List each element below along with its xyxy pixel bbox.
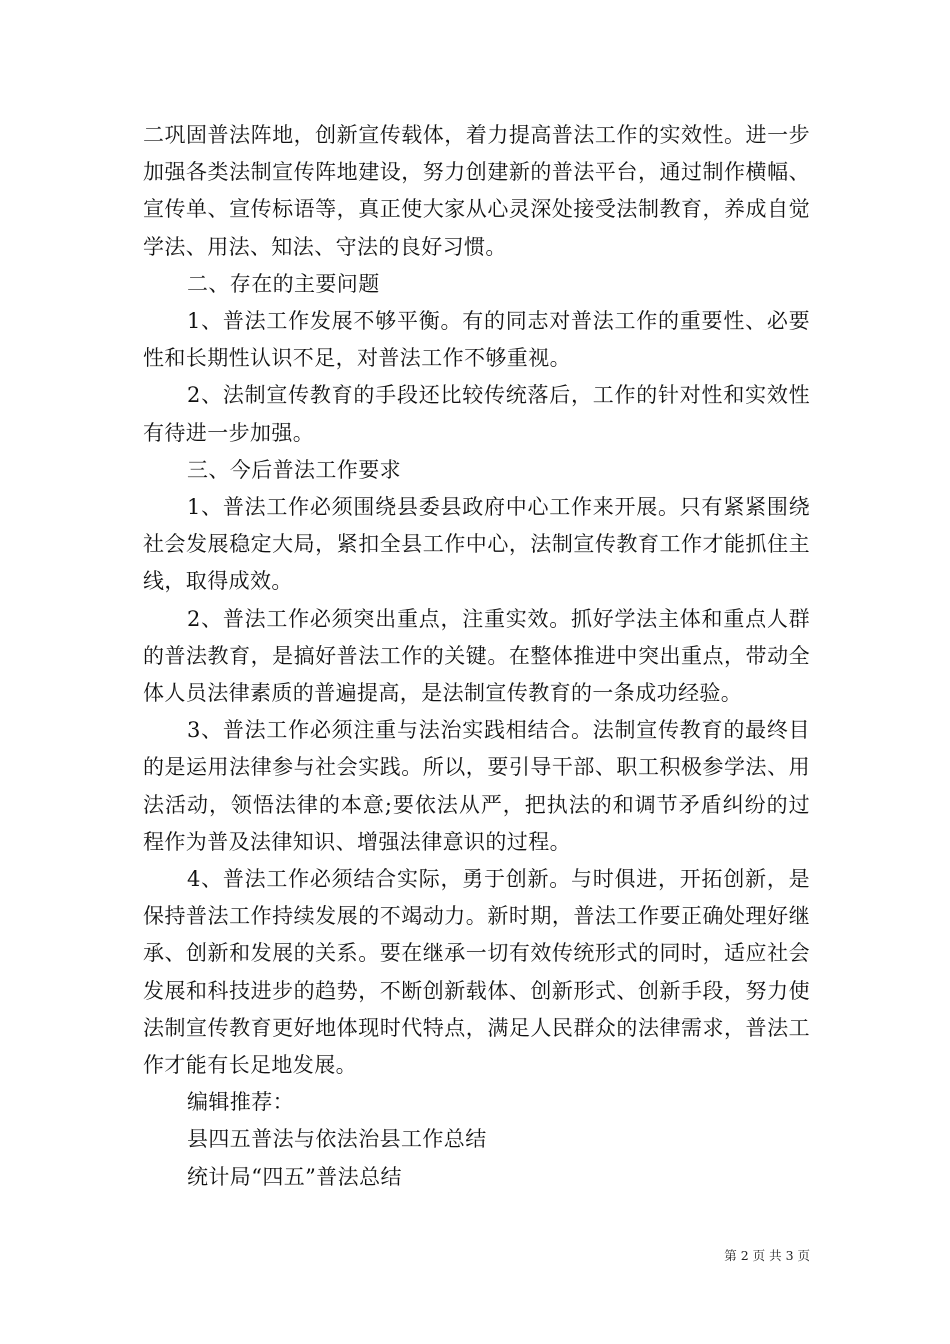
section-heading: 二、存在的主要问题 <box>187 271 380 296</box>
body-paragraph: 二巩固普法阵地，创新宣传载体，着力提高普法工作的实效性。进一步加强各类法制宣传阵地建设，努力创建新的普法平台，通过制作横幅、宣传单、宣传标语等，真正使大家从心灵深处接受法制教育，养成自觉学法、用法、知法、守法的良好习惯。 <box>143 123 810 259</box>
recommend-link[interactable]: 县四五普法与依法治县工作总结 <box>187 1127 487 1152</box>
document-body <box>143 117 810 1196</box>
body-paragraph: 3、普法工作必须注重与法治实践相结合。法制宣传教育的最终目的是运用法律参与社会实践。所以，要引导干部、职工积极参学法、用法活动，领悟法律的本意;要依法从严，把执法的和调节矛盾纠纷的过程作为普及法律知识、增强法律意识的过程。 <box>143 718 810 854</box>
body-paragraph: 2、普法工作必须突出重点，注重实效。抓好学法主体和重点人群的普法教育，是搞好普法工作的关键。在整体推进中突出重点，带动全体人员法律素质的普遍提高，是法制宣传教育的一条成功经验。 <box>143 606 810 706</box>
body-paragraph: 2、法制宣传教育的手段还比较传统落后，工作的针对性和实效性有待进一步加强。 <box>143 383 810 445</box>
page-number: 第 2 页 共 3 页 <box>724 1248 810 1263</box>
body-paragraph: 1、普法工作发展不够平衡。有的同志对普法工作的重要性、必要性和长期性认识不足，对普法工作不够重视。 <box>143 309 810 371</box>
body-paragraph: 4、普法工作必须结合实际，勇于创新。与时俱进，开拓创新，是保持普法工作持续发展的不竭动力。新时期，普法工作要正确处理好继承、创新和发展的关系。要在继承一切有效传统形式的同时，适应社会发展和科技进步的趋势，不断创新载体、创新形式、创新手段，努力使法制宣传教育更好地体现时代特点，满足人民群众的法律需求，普法工作才能有长足地发展。 <box>143 867 810 1078</box>
section-heading: 三、今后普法工作要求 <box>187 457 401 482</box>
recommend-link[interactable]: 统计局“四五”普法总结 <box>187 1164 402 1189</box>
body-paragraph: 1、普法工作必须围绕县委县政府中心工作来开展。只有紧紧围绕社会发展稳定大局，紧扣全县工作中心，法制宣传教育工作才能抓住主线，取得成效。 <box>143 495 810 594</box>
recommend-label: 编辑推荐： <box>187 1090 294 1115</box>
